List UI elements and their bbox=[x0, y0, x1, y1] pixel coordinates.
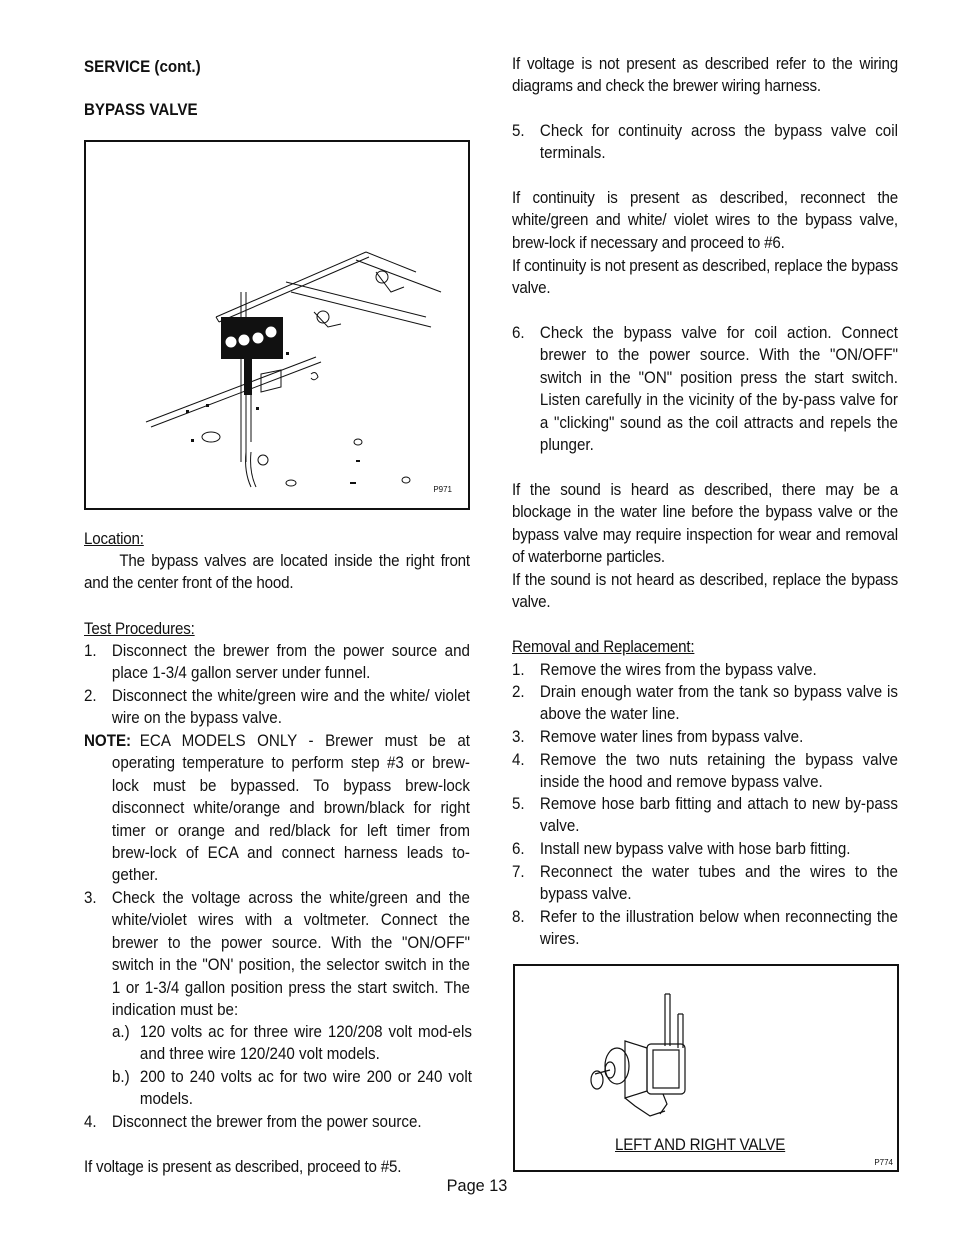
removal-step-3: 3. Remove water lines from bypass valve. bbox=[512, 728, 804, 746]
test-step-3b: b.) 200 to 240 volts ac for two wire 200 or 240 volt models. bbox=[112, 1068, 472, 1109]
valve-wiring-figure bbox=[513, 964, 899, 1172]
location-label: Location: bbox=[84, 530, 144, 548]
sound-heard-text: If the sound is heard as described, there may be a blockage in the water line before the bypass valve or the bypass valve may require inspection for wear and removal of waterborne particles. bbox=[512, 481, 898, 567]
test-procedures-label: Test Procedures: bbox=[84, 620, 195, 638]
voltage-present-text: If voltage is present as described, proceed to #5. bbox=[84, 1158, 402, 1176]
hood-assembly-drawing bbox=[86, 142, 468, 508]
test-step-5: 5. Check for continuity across the bypass valve coil terminals. bbox=[512, 122, 898, 163]
bypass-valve-location-figure bbox=[84, 140, 470, 510]
eca-note: NOTE: ECA MODELS ONLY - Brewer must be at operating temperature to perform step #3 or brew-lock must be bypassed. To bypass brew-lock disconnect white/orange and brown/black for right timer or orange and red/black for left timer from brew-lock of ECA and connect harness leads to-gether. bbox=[84, 732, 470, 885]
figure-code: P774 bbox=[874, 1158, 893, 1167]
service-heading: SERVICE (cont.) bbox=[84, 58, 201, 76]
removal-step-8: 8. Refer to the illustration below when reconnecting the wires. bbox=[512, 908, 898, 949]
bypass-valve-heading: BYPASS VALVE bbox=[84, 101, 198, 119]
sound-not-heard-text: If the sound is not heard as described, replace the bypass valve. bbox=[512, 571, 898, 612]
test-step-4: 4. Disconnect the brewer from the power source. bbox=[84, 1113, 422, 1131]
continuity-absent-text: If continuity is not present as described, replace the bypass valve. bbox=[512, 257, 898, 298]
location-text: The bypass valves are located inside the right front and the center front of the hood. bbox=[84, 552, 470, 593]
test-step-1: 1. Disconnect the brewer from the power source and place 1-3/4 gallon server under funnel. bbox=[84, 642, 470, 683]
removal-step-5: 5. Remove hose barb fitting and attach to new by-pass valve. bbox=[512, 795, 898, 836]
removal-step-4: 4. Remove the two nuts retaining the bypass valve inside the hood and remove bypass valve. bbox=[512, 751, 898, 792]
page-number: Page 13 bbox=[446, 1177, 508, 1195]
voltage-absent-text: If voltage is not present as described refer to the wiring diagrams and check the brewer wiring harness. bbox=[512, 55, 898, 96]
test-step-2: 2. Disconnect the white/green wire and the white/ violet wire on the bypass valve. bbox=[84, 687, 470, 728]
removal-step-7: 7. Reconnect the water tubes and the wires to the bypass valve. bbox=[512, 863, 898, 904]
removal-step-2: 2. Drain enough water from the tank so bypass valve is above the water line. bbox=[512, 683, 898, 724]
test-step-6: 6. Check the bypass valve for coil action. Connect brewer to the power source. With the "ON/OFF" switch in the "ON" position press the start switch. Listen carefully in the vicinity of the by-pass valve for a "clicking" sound as the coil attracts and repels the plunger. bbox=[512, 324, 898, 455]
test-step-3: 3. Check the voltage across the white/green and the white/violet wires with a voltmeter. Connect the brewer to the power source. With the "ON/OFF" switch in the "ON' position, the selector switch in the 1 or 1-3/4 gallon position press the start switch. The indication must be: bbox=[84, 889, 470, 1020]
removal-label: Removal and Replacement: bbox=[512, 638, 695, 656]
removal-step-1: 1. Remove the wires from the bypass valve. bbox=[512, 661, 817, 679]
removal-step-6: 6. Install new bypass valve with hose barb fitting. bbox=[512, 840, 851, 858]
figure-code: P971 bbox=[433, 485, 452, 494]
valve-caption: LEFT AND RIGHT VALVE bbox=[615, 1136, 786, 1154]
test-step-3a: a.) 120 volts ac for three wire 120/208 volt mod-els and three wire 120/240 volt models. bbox=[112, 1023, 472, 1064]
continuity-present-text: If continuity is present as described, reconnect the white/green and white/ violet wires to the bypass valve, brew-lock if necessary and proceed to #6. bbox=[512, 189, 898, 252]
